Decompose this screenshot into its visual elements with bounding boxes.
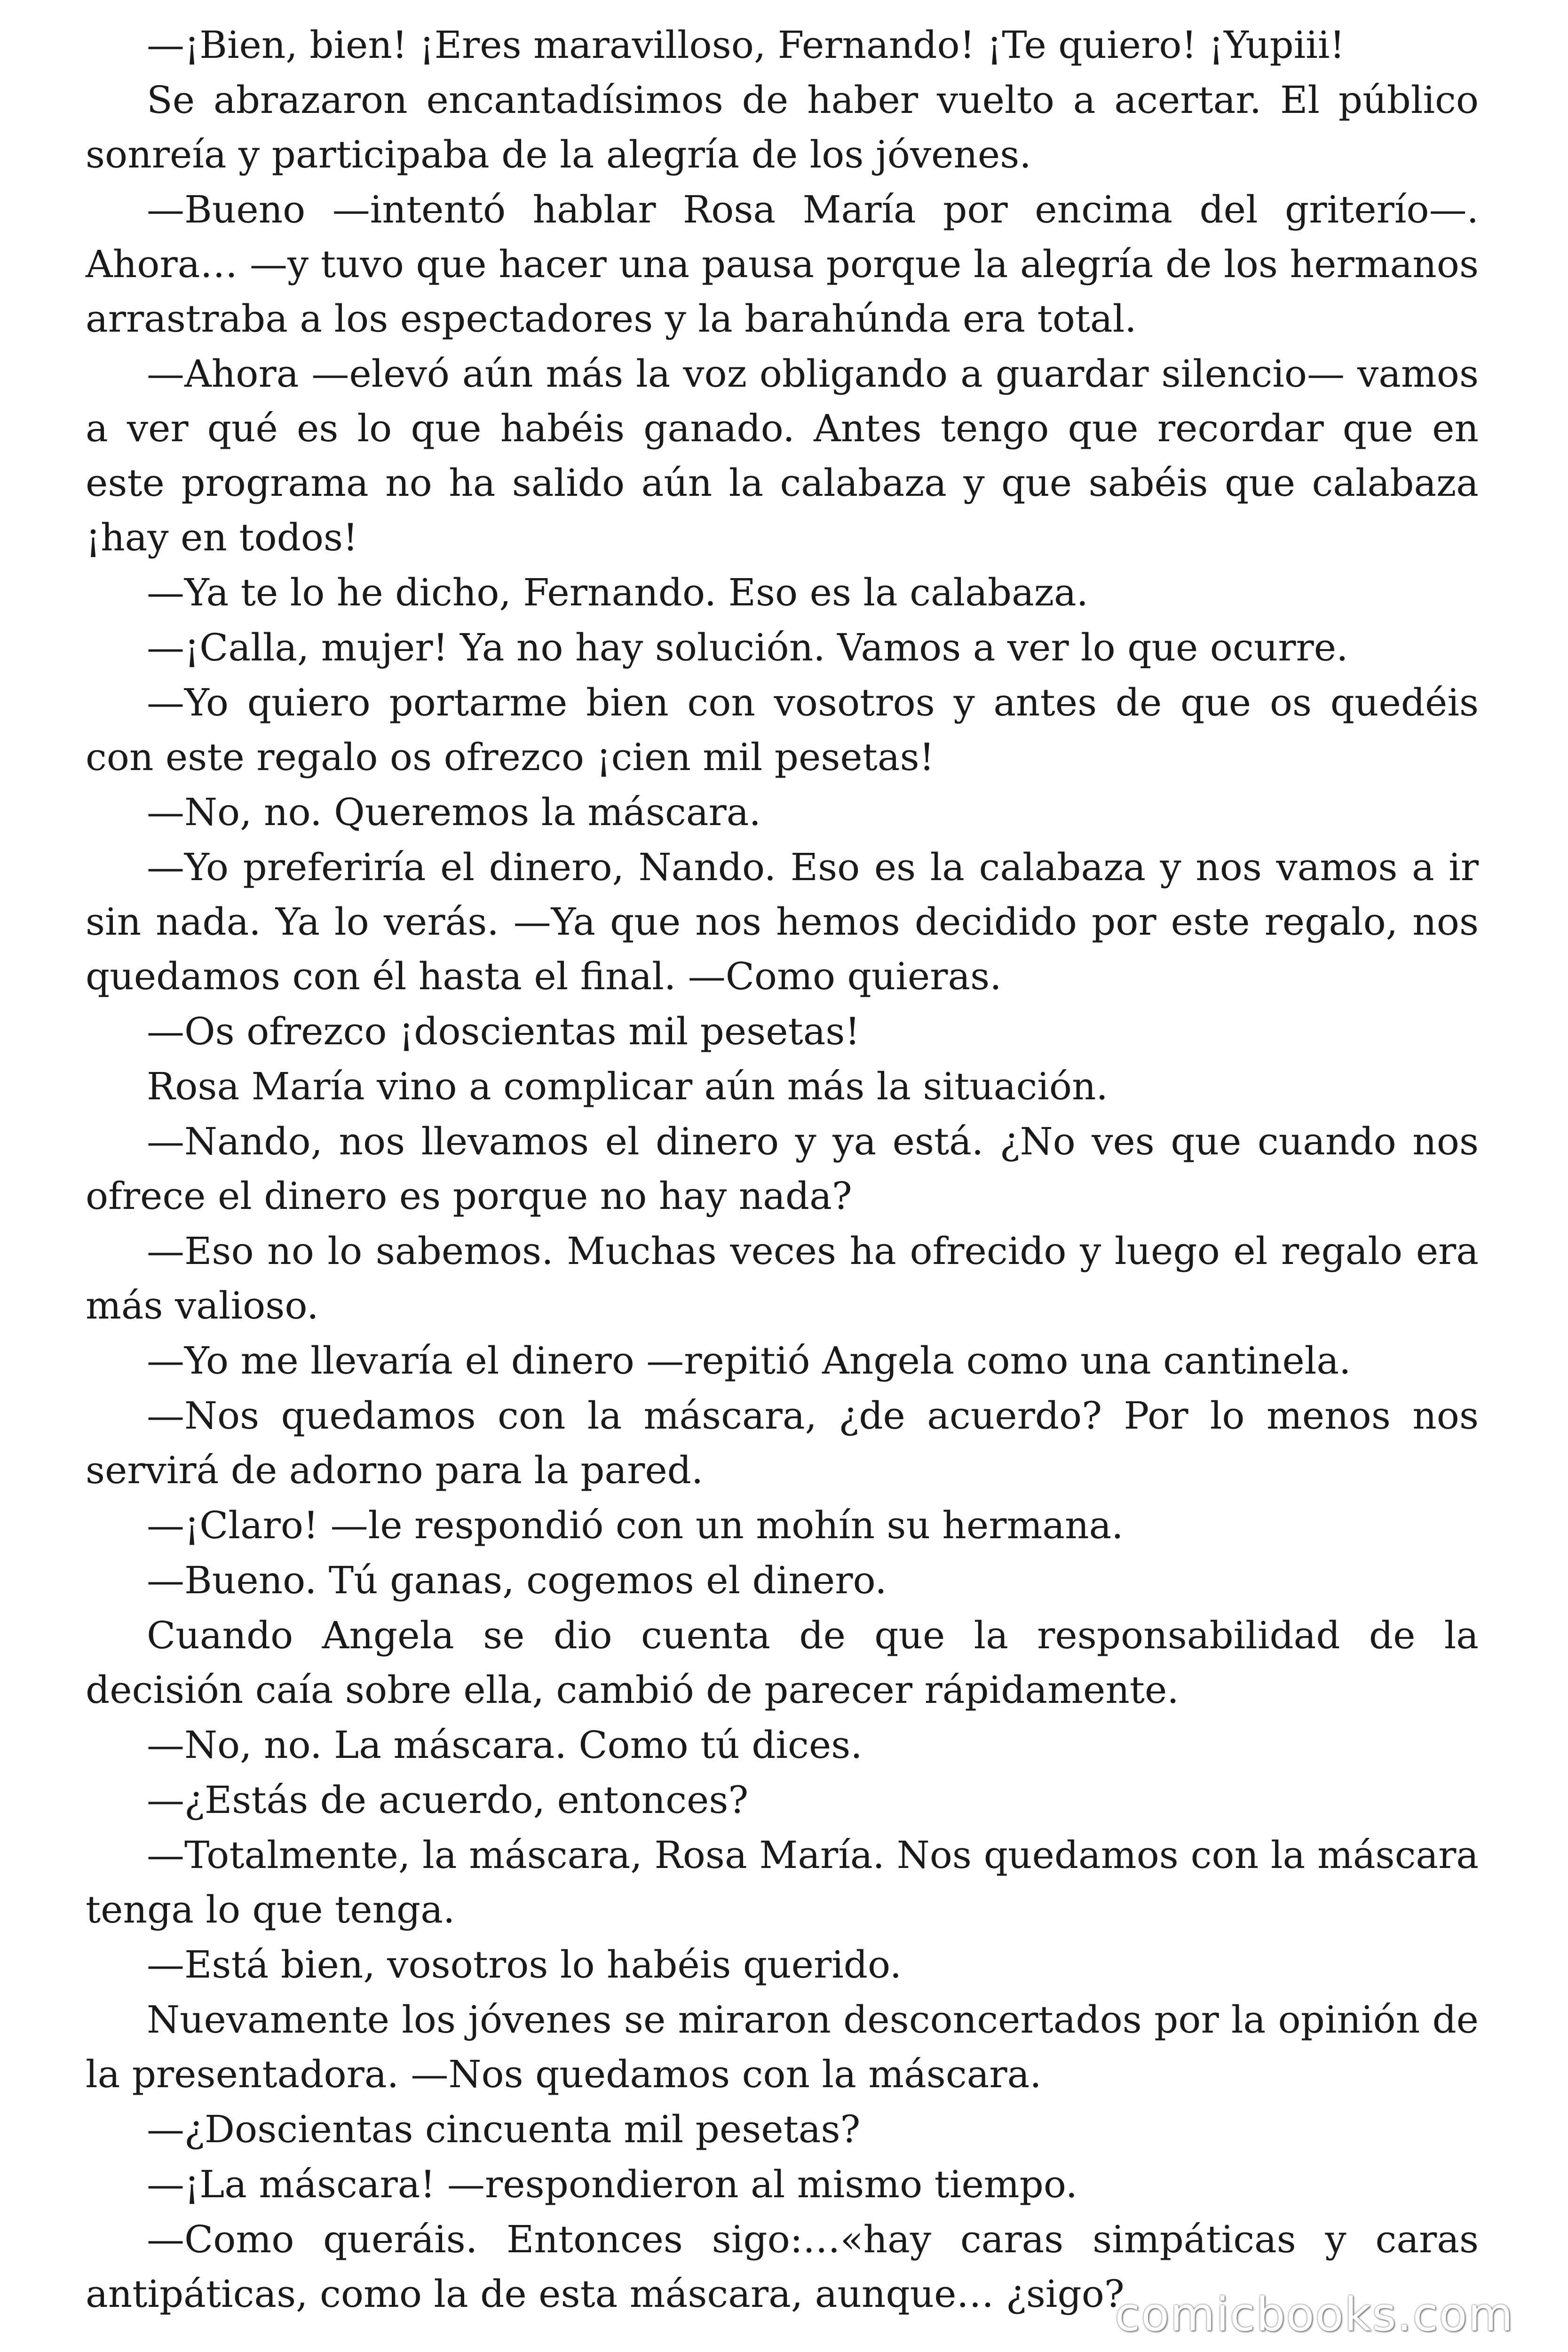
paragraph: —¿Estás de acuerdo, entonces? <box>147 1778 749 1822</box>
paragraph: —No, no. Queremos la máscara. <box>147 790 761 834</box>
paragraph: —Nando, nos llevamos el dinero y ya está. ¿No ves que cuando nos ofrece el dinero es porque no hay nada? <box>86 1120 1479 1218</box>
paragraph: —Está bien, vosotros lo habéis querido. <box>147 1943 902 1986</box>
paragraph: —¡Bien, bien! ¡Eres maravilloso, Fernando! ¡Te quiero! ¡Yupiii! <box>147 23 1345 67</box>
paragraph: —No, no. La máscara. Como tú dices. <box>147 1723 863 1767</box>
paragraph: —Bueno. Tú ganas, cogemos el dinero. <box>147 1558 887 1602</box>
paragraph: Nuevamente los jóvenes se miraron desconcertados por la opinión de la presentadora. —Nos quedamos con la máscara. <box>86 1998 1479 2096</box>
paragraph: —Os ofrezco ¡doscientas mil pesetas! <box>147 1009 860 1053</box>
paragraph: Se abrazaron encantadísimos de haber vuelto a acertar. El público sonreía y participaba de la alegría de los jóvenes. <box>86 78 1479 176</box>
watermark: comicbooks.com <box>1115 2288 1514 2342</box>
paragraph: —Bueno —intentó hablar Rosa María por encima del griterío—. Ahora… —y tuvo que hacer una pausa porque la alegría de los hermanos arrastraba a los espectadores y la barahúnda era total. <box>86 188 1479 341</box>
paragraph: —Nos quedamos con la máscara, ¿de acuerdo? Por lo menos nos servirá de adorno para la pared. <box>86 1394 1479 1492</box>
paragraph: —¡Calla, mujer! Ya no hay solución. Vamos a ver lo que ocurre. <box>147 626 1348 669</box>
paragraph: —Ahora —elevó aún más la voz obligando a guardar silencio— vamos a ver qué es lo que habéis ganado. Antes tengo que recordar que en este programa no ha salido aún la calabaza y que sabéis que calabaza ¡hay en todos! <box>86 352 1479 559</box>
paragraph: —Totalmente, la máscara, Rosa María. Nos quedamos con la máscara tenga lo que tenga. <box>86 1833 1479 1931</box>
paragraph: —Yo quiero portarme bien con vosotros y antes de que os quedéis con este regalo os ofrezco ¡cien mil pesetas! <box>86 681 1479 779</box>
paragraph: Cuando Angela se dio cuenta de que la responsabilidad de la decisión caía sobre ella, cambió de parecer rápidamente. <box>86 1613 1479 1712</box>
paragraph: —Eso no lo sabemos. Muchas veces ha ofrecido y luego el regalo era más valioso. <box>86 1229 1479 1327</box>
paragraph: —¿Doscientas cincuenta mil pesetas? <box>147 2107 861 2151</box>
paragraph: —Como queráis. Entonces sigo:…«hay caras simpáticas y caras antipáticas, como la de esta máscara, aunque… ¿sigo? <box>86 2217 1479 2316</box>
paragraph: Rosa María vino a complicar aún más la situación. <box>147 1065 1108 1108</box>
paragraph: —Yo me llevaría el dinero —repitió Angela como una cantinela. <box>147 1339 1351 1383</box>
paragraph: —¡Claro! —le respondió con un mohín su hermana. <box>147 1503 1124 1547</box>
paragraph: —¡La máscara! —respondieron al mismo tiempo. <box>147 2162 1078 2206</box>
paragraph: —Ya te lo he dicho, Fernando. Eso es la calabaza. <box>147 571 1089 614</box>
paragraph: —Yo preferiría el dinero, Nando. Eso es la calabaza y nos vamos a ir sin nada. Ya lo verás. —Ya que nos hemos decidido por este regalo, nos quedamos con él hasta el final. —Como quieras. <box>86 845 1479 998</box>
page-text <box>86 18 1479 2322</box>
